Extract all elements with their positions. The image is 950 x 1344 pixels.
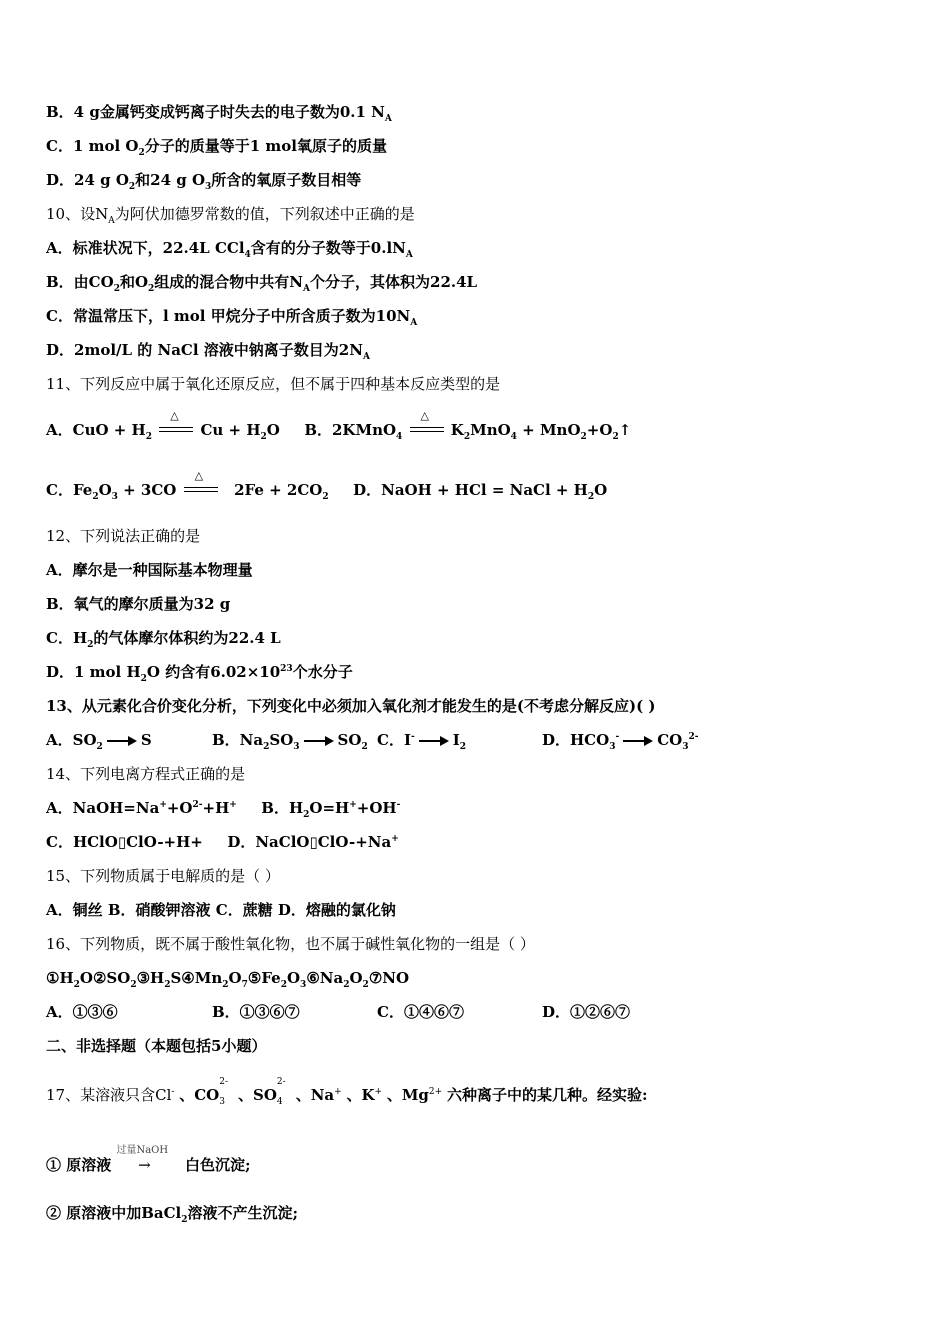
q11-options-cd: C．$Fe_2O_3 + 3CO$ △ $2Fe + 2CO_2$ D．NaOH + HCl = NaCl + $H_2O$ <box>46 469 608 502</box>
q14-options-cd: C．HClO▯ClO-+H+ D．NaClO▯ClO-+Na+ <box>46 833 399 851</box>
arrow-icon <box>419 736 449 746</box>
q9-option-b: B．4 g金属钙变成钙离子时失去的电子数为0.1 $N_A$ <box>46 103 392 124</box>
q13-stem: 13、从元素化合价变化分析，下列变化中必须加入氧化剂才能发生的是(不考虑分解反应)( ) <box>46 697 656 715</box>
q14-options-ab: A．$NaOH=Na^++O^{2-}+H^+$ B．$H_2O=H^++OH^-$ <box>46 799 401 820</box>
q11-options-ab: A．CuO + $H_2$ △ $Cu + H_2O$ B．2KMnO$_4$ △ $K_2MnO_4$ + $MnO_2+O_2↑$ <box>46 409 632 442</box>
q9-option-c: C．1 mol $O_2$分子的质量等于1 mol氧原子的质量 <box>46 137 387 158</box>
q9-option-d: D．24 g $O_2$和24 g $O_3$所含的氧原子数目相等 <box>46 171 362 192</box>
arrow-icon <box>623 736 653 746</box>
q14-stem: 14、下列电离方程式正确的是 <box>46 765 246 783</box>
q10-option-d: D．2mol/L 的 NaCl 溶液中钠离子数目为$2N_A$ <box>46 341 370 362</box>
q12-option-a: A．摩尔是一种国际基本物理量 <box>46 561 253 579</box>
q17-experiment-1: ① 原溶液 过量NaOH → 白色沉淀; <box>46 1155 250 1175</box>
q10-stem: 10、设$N_A$为阿伏加德罗常数的值，下列叙述中正确的是 <box>46 205 415 226</box>
q12-stem: 12、下列说法正确的是 <box>46 527 201 545</box>
section-heading: 二、非选择题（本题包括5小题） <box>46 1037 267 1055</box>
q15-stem: 15、下列物质属于电解质的是（ ） <box>46 867 280 885</box>
q16-list: $①H_2O②SO_2③H_2S④Mn_2O_7⑤Fe_2O_3⑥Na_2O_2⑦NO$ <box>46 969 410 990</box>
heat-equals-sign: △ <box>410 424 444 438</box>
arrow-icon <box>304 736 334 746</box>
q11-stem: 11、下列反应中属于氧化还原反应，但不属于四种基本反应类型的是 <box>46 375 501 393</box>
heat-equals-sign: △ <box>159 424 193 438</box>
heat-equals-sign: △ <box>184 484 218 498</box>
q15-options: A．铜丝 B．硝酸钾溶液 C．蔗糖 D．熔融的氯化钠 <box>46 901 396 919</box>
q10-option-a: A．标准状况下，22.4L CCl$_4$含有的分子数等于$0.lN_A$ <box>46 239 413 260</box>
q17-experiment-2: ② 原溶液中加BaCl$_2$溶液不产生沉淀; <box>46 1204 299 1225</box>
q10-option-c: C．常温常压下，l mol 甲烷分子中所含质子数为$10N_A$ <box>46 307 418 328</box>
q12-option-d: D．1 mol $H_2O$ 约含有$6.02\times 10^{23}$个水分子 <box>46 663 353 684</box>
q10-option-b: B．由$CO_2$和$O_2$组成的混合物中共有$N_A$个分子，其体积为22.4L <box>46 273 478 294</box>
arrow-icon: → <box>138 1156 151 1174</box>
q16-stem: 16、下列物质，既不属于酸性氧化物，也不属于碱性氧化物的一组是（ ） <box>46 935 535 953</box>
q12-option-c: C．$H_2$的气体摩尔体积约为22.4 L <box>46 629 281 650</box>
reagent-note: 过量NaOH <box>116 1145 169 1156</box>
arrow-icon <box>107 736 137 746</box>
q12-option-b: B．氧气的摩尔质量为32 g <box>46 595 231 613</box>
q17-stem: 17、某溶液只含Cl- 、CO 2- 3 、SO 2- 4 、Na+ 、K+ 、$Mg^{2+}$ 六种离子中的某几种。经实验: <box>46 1077 648 1107</box>
